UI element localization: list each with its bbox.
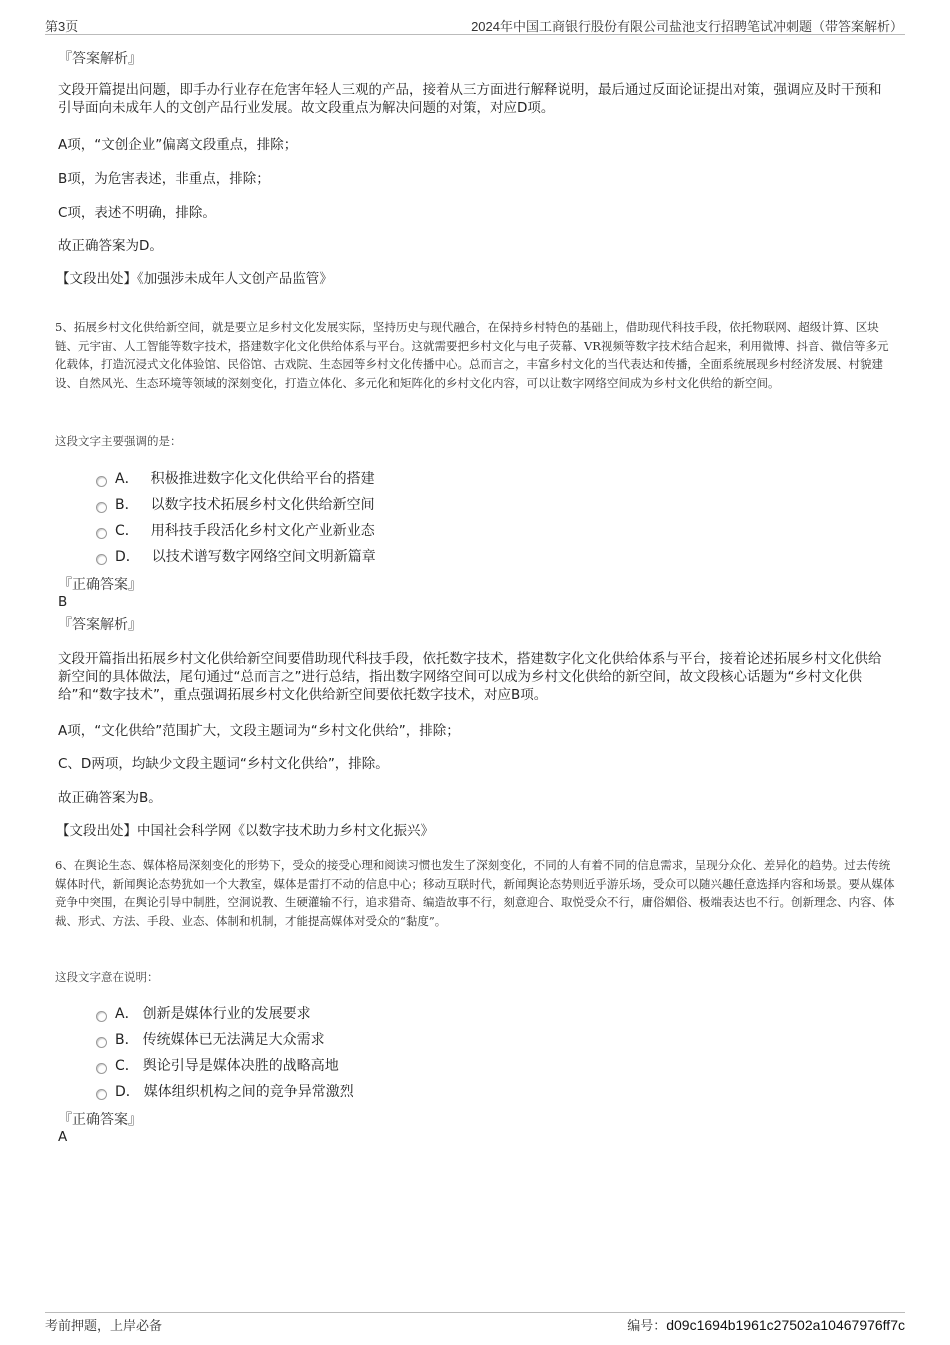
- correct-answer-label: 『正确答案』: [58, 577, 142, 593]
- radio-button[interactable]: [96, 1037, 107, 1048]
- document-title: 2024年中国工商银行股份有限公司盐池支行招聘笔试冲刺题（带答案解析）: [471, 19, 903, 34]
- footer-slogan: 考前押题，上岸必备: [45, 1318, 163, 1333]
- option-c[interactable]: C． 用科技手段活化乡村文化产业新业态: [96, 520, 375, 540]
- analysis-note: A项，“文创企业”偏离文段重点，排除；: [58, 137, 298, 153]
- analysis-note: B项，为危害表述，非重点，排除；: [58, 171, 270, 187]
- page-number: 第3页: [45, 19, 79, 34]
- option-d[interactable]: D． 以技术谱写数字网络空间文明新篇章: [96, 546, 376, 566]
- radio-button[interactable]: [96, 476, 107, 487]
- option-b[interactable]: B． 以数字技术拓展乡村文化供给新空间: [96, 494, 375, 514]
- correct-answer: B: [58, 594, 68, 610]
- option-b[interactable]: B． 传统媒体已无法满足大众需求: [96, 1029, 325, 1049]
- analysis-text: 文段开篇指出拓展乡村文化供给新空间要借助现代科技手段，依托数字技术，搭建数字化文化供给体系与平台，接着论述拓展乡村文化供给新空间的具体做法，尾句通过“总而言之”进行总结，指出数字网络空间可以成为乡村文化供给的新空间，故文段核心话题为“乡村文化供给”和“数字技术”，重点强调拓展乡村文化供给新空间要依托数字技术，对应B项。: [58, 651, 882, 703]
- document-code: 编号：d09c1694b1961c27502a10467976ff7c: [627, 1317, 905, 1333]
- question-stem: 6、在舆论生态、媒体格局深刻变化的形势下，受众的接受心理和阅读习惯也发生了深刻变化，不同的人有着不同的信息需求，呈现分众化、差异化的趋势。过去传统媒体时代，新闻舆论态势犹如一个大教室，媒体是雷打不动的信息中心；移动互联时代，新闻舆论态势则近乎游乐场，受众可以随兴趣任意选择内容和场景。要从媒体竞争中突围，在舆论引导中制胜，空洞说教、生硬灌输不行，追求猎奇、编造故事不行，刻意迎合、取悦受众不行，庸俗媚俗、极端表达也不行。创新理念、内容、体裁、形式、方法、手段、业态、体制和机制，才能提高媒体对受众的“黏度”。: [55, 858, 895, 928]
- option-d[interactable]: D． 媒体组织机构之间的竞争异常激烈: [96, 1081, 354, 1101]
- analysis-conclusion: 故正确答案为D。: [58, 238, 163, 254]
- analysis-conclusion: 故正确答案为B。: [58, 790, 162, 806]
- radio-button[interactable]: [96, 1011, 107, 1022]
- correct-answer: A: [58, 1129, 68, 1145]
- page-header: [45, 14, 905, 35]
- analysis-label: 『答案解析』: [58, 51, 142, 67]
- option-a[interactable]: A． 积极推进数字化文化供给平台的搭建: [96, 468, 375, 488]
- radio-button[interactable]: [96, 528, 107, 539]
- correct-answer-label: 『正确答案』: [58, 1112, 142, 1128]
- radio-button[interactable]: [96, 1089, 107, 1100]
- question-prompt: 这段文字意在说明：: [55, 970, 159, 984]
- analysis-label: 『答案解析』: [58, 617, 142, 633]
- radio-button[interactable]: [96, 502, 107, 513]
- analysis-text: 文段开篇提出问题，即手办行业存在危害年轻人三观的产品，接着从三方面进行解释说明，最后通过反面论证提出对策，强调应及时干预和引导面向未成年人的文创产品行业发展。故文段重点为解决问题的对策，对应D项。: [58, 82, 882, 116]
- page-footer: [45, 1312, 905, 1333]
- radio-button[interactable]: [96, 1063, 107, 1074]
- option-c[interactable]: C． 舆论引导是媒体决胜的战略高地: [96, 1055, 339, 1075]
- analysis-note: C项，表述不明确，排除。: [58, 205, 216, 221]
- source-citation: 【文段出处】《加强涉未成年人文创产品监管》: [56, 271, 333, 287]
- source-citation: 【文段出处】中国社会科学网《以数字技术助力乡村文化振兴》: [56, 823, 434, 839]
- question-prompt: 这段文字主要强调的是：: [55, 434, 182, 448]
- question-stem: 5、拓展乡村文化供给新空间，就是要立足乡村文化发展实际，坚持历史与现代融合，在保持乡村特色的基础上，借助现代科技手段，依托物联网、超级计算、区块链、元宇宙、人工智能等数字技术，搭建数字化文化供给体系与平台。这就需要把乡村文化与电子荧幕、VR视频等数字技术结合起来，利用微博、抖音、微信等多元化载体，打造沉浸式文化体验馆、民俗馆、古戏院、生态园等乡村文化传播中心。总而言之，丰富乡村文化的当代表达和传播，全面系统展现乡村经济发展、村貌建设、自然风光、生态环境等领域的深刻变化，打造立体化、多元化和矩阵化的乡村文化内容，可以让数字网络空间成为乡村文化供给的新空间。: [55, 320, 889, 390]
- analysis-note: C、D两项，均缺少文段主题词“乡村文化供给”，排除。: [58, 756, 389, 772]
- radio-button[interactable]: [96, 554, 107, 565]
- option-a[interactable]: A． 创新是媒体行业的发展要求: [96, 1003, 311, 1023]
- analysis-note: A项，“文化供给”范围扩大，文段主题词为“乡村文化供给”，排除；: [58, 723, 460, 739]
